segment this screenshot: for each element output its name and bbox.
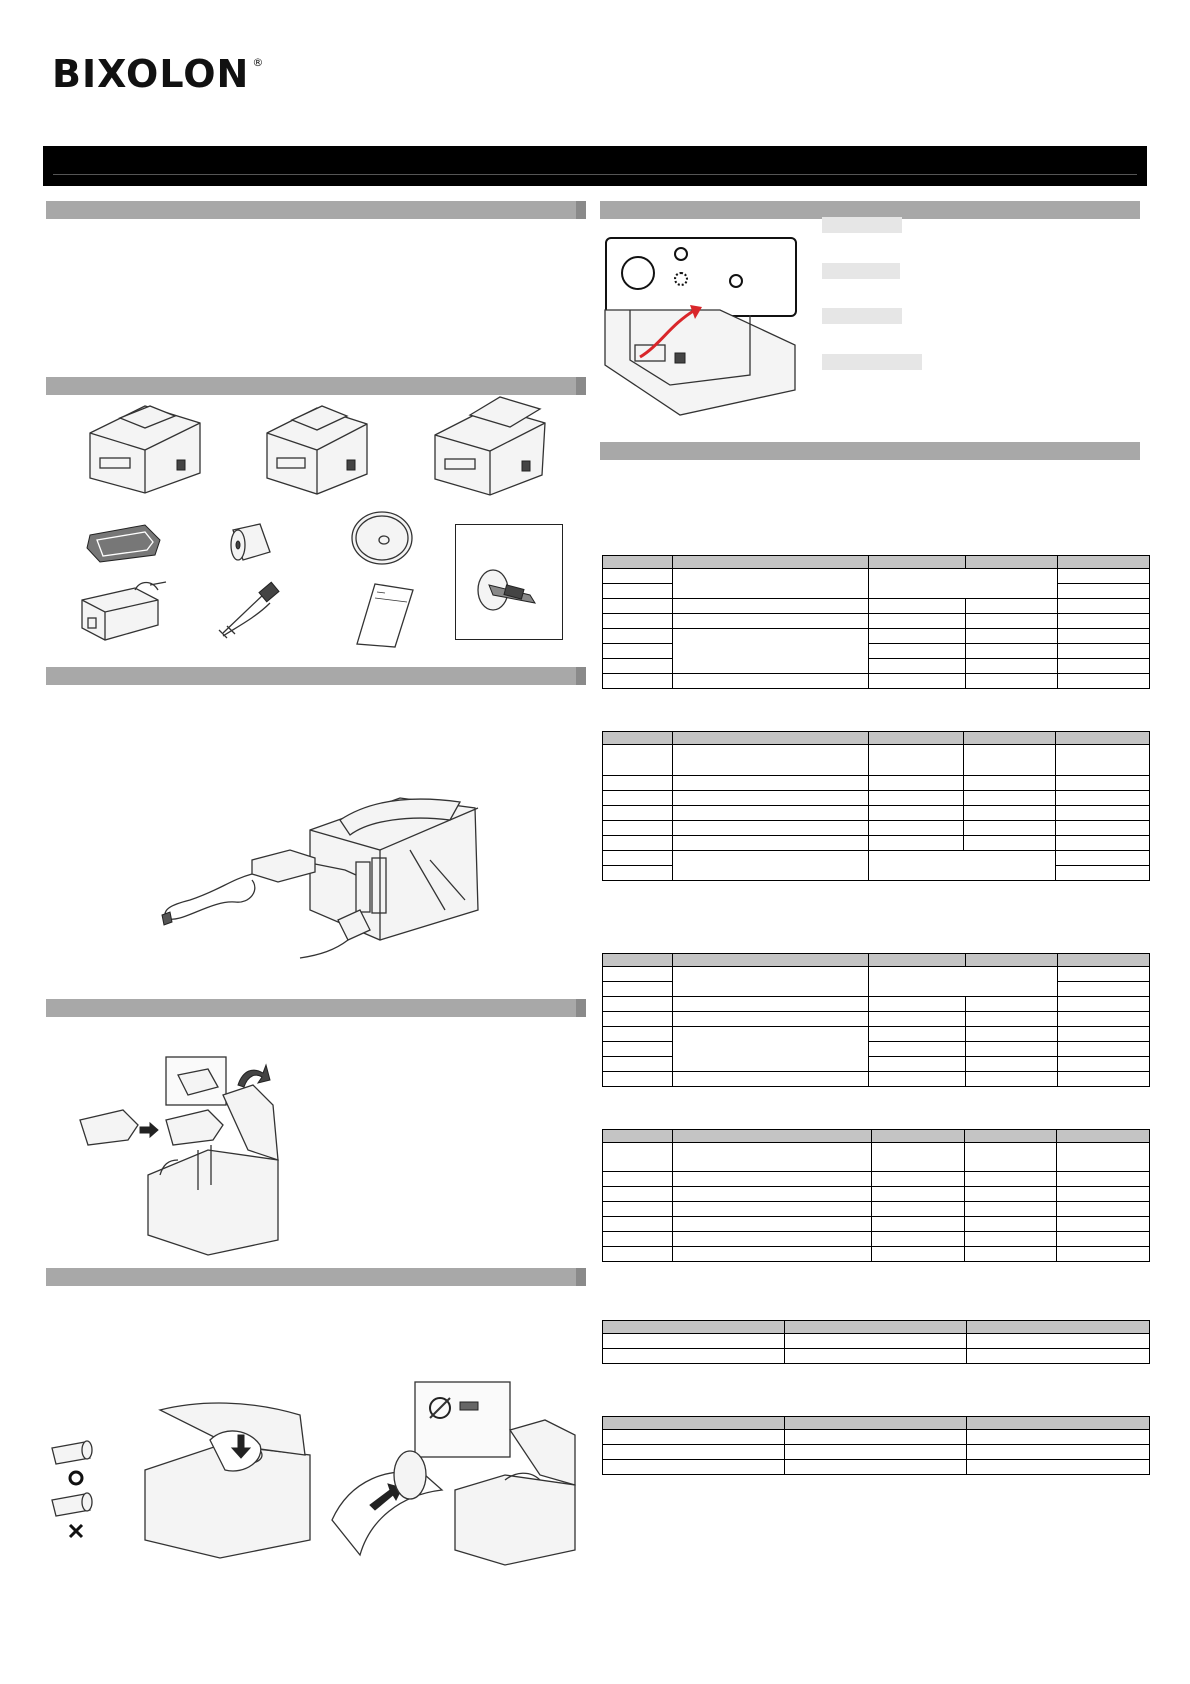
dip-switch-table-3 <box>602 953 1150 1087</box>
cd-rom-icon <box>350 510 414 568</box>
spec-table-5 <box>602 1320 1150 1364</box>
paper-load-illustration-1 <box>140 1400 330 1560</box>
power-cord-icon <box>215 578 285 643</box>
led-label-4 <box>822 354 922 370</box>
ribbon-install-illustration <box>78 1055 298 1255</box>
dip-switch-table-4 <box>602 1129 1150 1262</box>
paper-roll-icon <box>225 522 275 567</box>
error-led-icon <box>674 272 688 286</box>
printer-model-2-illustration <box>262 398 372 498</box>
led-label-2 <box>822 263 900 279</box>
led-label-1 <box>822 217 902 233</box>
section-bar-2 <box>46 377 586 395</box>
document-title-bar <box>43 146 1147 186</box>
section-bar-1 <box>46 201 586 219</box>
led-label-3 <box>822 308 902 324</box>
power-led-icon <box>674 247 688 261</box>
printer-model-3-illustration <box>430 395 550 500</box>
power-adapter-icon <box>80 580 170 645</box>
feed-button <box>621 256 655 290</box>
dip-switch-table-2 <box>602 731 1150 881</box>
printer-model-1-illustration <box>85 398 205 498</box>
paper-led-icon <box>729 274 743 288</box>
section-bar-right-2 <box>600 442 1140 460</box>
control-panel-printer-illustration <box>600 305 800 425</box>
spec-table-6 <box>602 1416 1150 1475</box>
bixolon-logo: BIXOLON ® <box>52 52 265 96</box>
roll-holder-icon <box>475 565 545 615</box>
section-bar-5 <box>46 1268 586 1286</box>
paper-orientation-icons <box>50 1440 105 1540</box>
quick-reference-guide-icon <box>355 582 415 647</box>
dip-switch-table-1 <box>602 555 1150 689</box>
ribbon-cassette-icon <box>85 520 165 565</box>
cable-connection-illustration <box>160 790 490 960</box>
section-bar-3 <box>46 667 586 685</box>
section-bar-4 <box>46 999 586 1017</box>
paper-load-illustration-2 <box>330 1380 580 1565</box>
